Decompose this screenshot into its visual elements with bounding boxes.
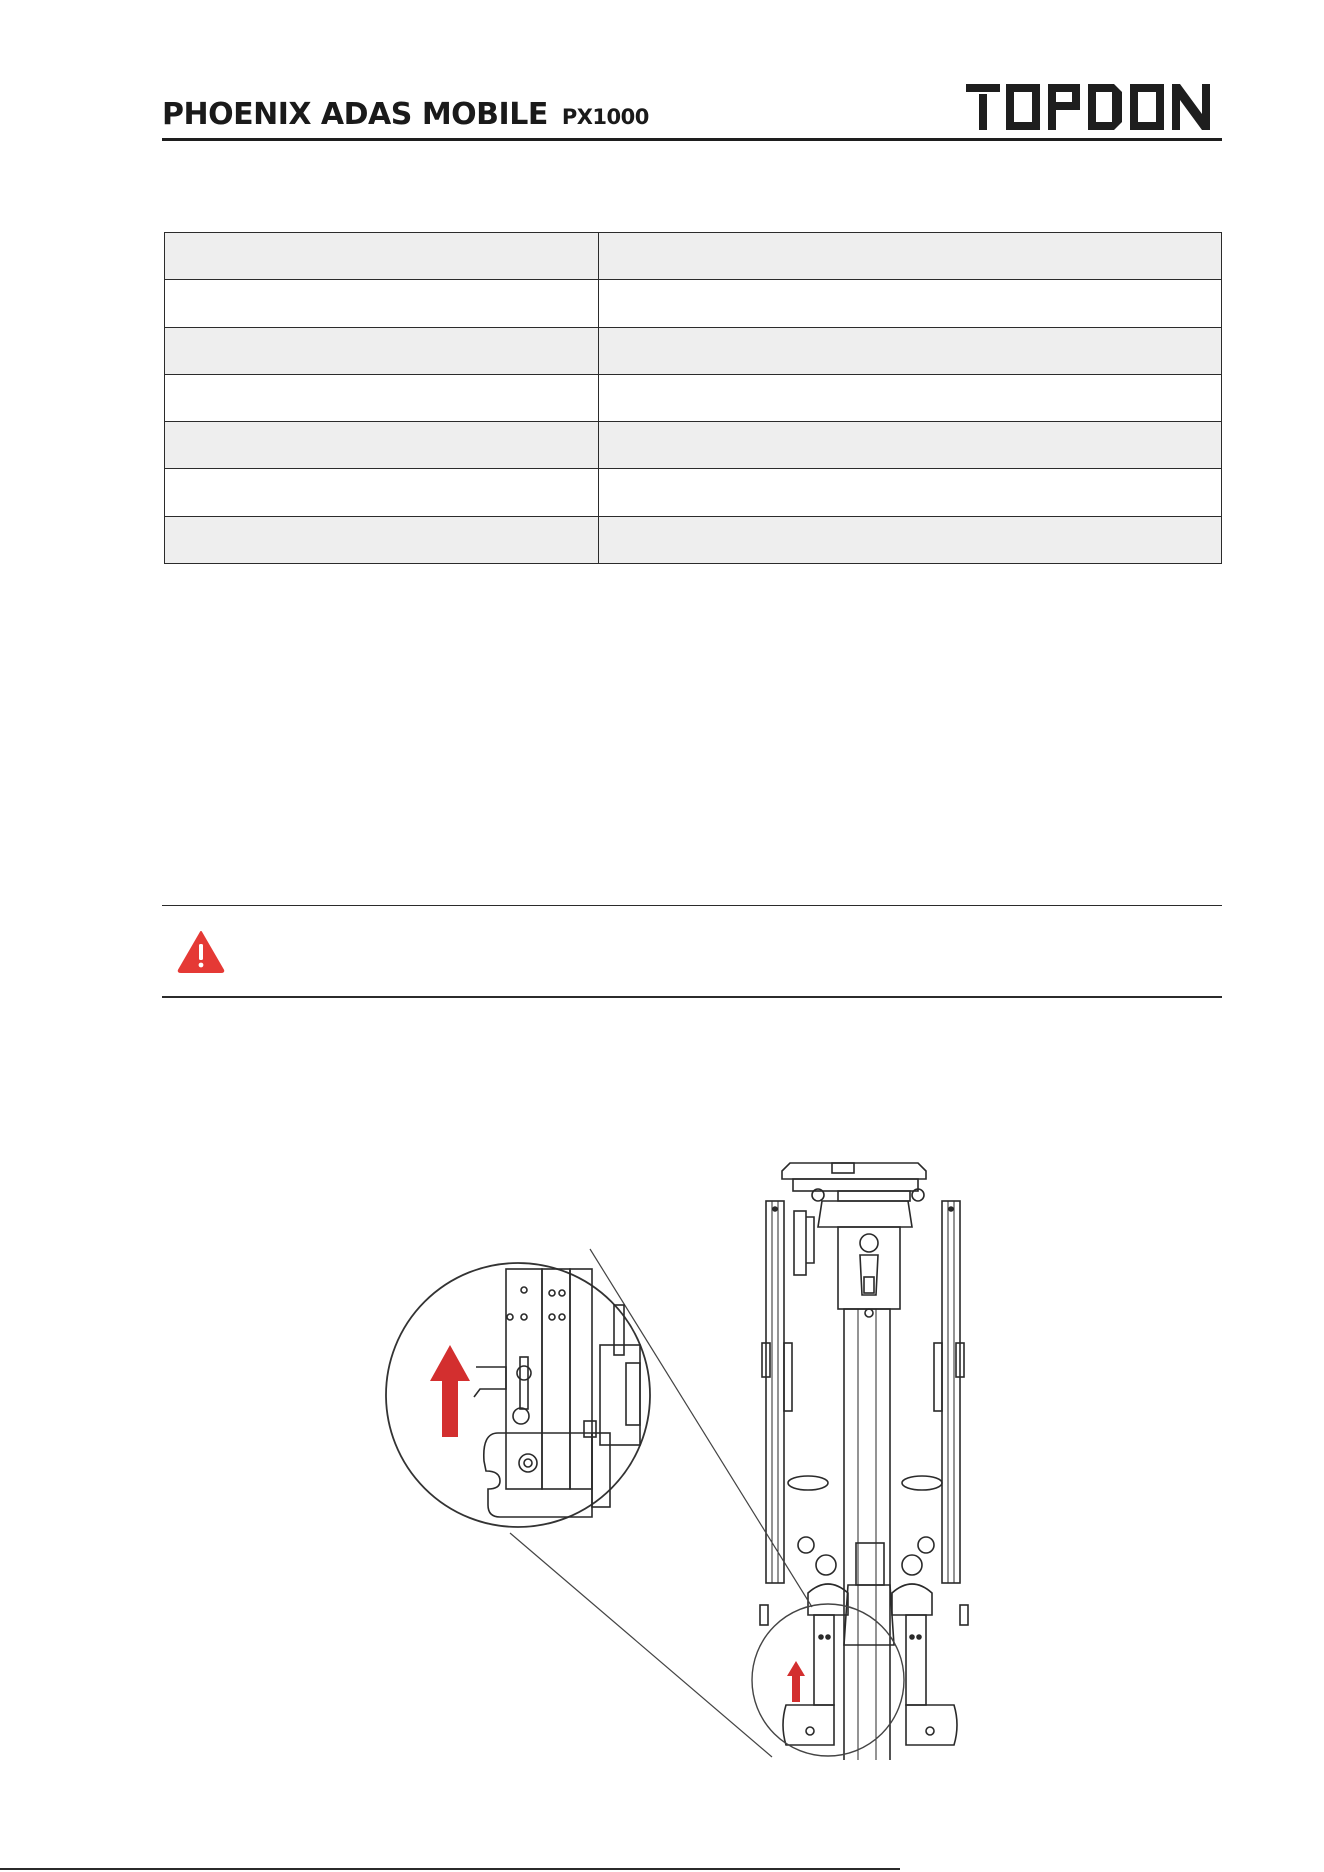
stand-lower-assembly xyxy=(760,1537,968,1745)
stand-center-column xyxy=(788,1227,942,1760)
stand-top-head xyxy=(782,1163,926,1227)
table-row xyxy=(165,469,1222,516)
stand-side-bracket xyxy=(794,1211,814,1275)
detail-magnified-circle xyxy=(386,1263,650,1527)
table-row xyxy=(165,422,1222,469)
small-up-arrow-icon xyxy=(787,1661,805,1702)
table-cell xyxy=(165,374,599,421)
page-header xyxy=(162,80,1222,141)
table-cell xyxy=(165,327,599,374)
detail-source-circle xyxy=(752,1604,904,1756)
table-cell xyxy=(599,469,1222,516)
topdon-logo xyxy=(966,84,1222,130)
table-cell xyxy=(599,516,1222,563)
warning-triangle-icon xyxy=(177,930,225,974)
table-cell xyxy=(599,327,1222,374)
table-cell xyxy=(165,280,599,327)
table-cell xyxy=(165,469,599,516)
table-row xyxy=(165,280,1222,327)
table-cell xyxy=(599,233,1222,280)
footer-rule xyxy=(0,1868,900,1870)
product-name: PHOENIX ADAS MOBILE xyxy=(162,97,548,132)
table-cell xyxy=(599,374,1222,421)
table-cell xyxy=(165,233,599,280)
table-row xyxy=(165,516,1222,563)
product-model: PX1000 xyxy=(561,105,649,129)
table-cell xyxy=(165,422,599,469)
product-title xyxy=(162,97,649,132)
table-row xyxy=(165,233,1222,280)
table-row xyxy=(165,327,1222,374)
stand-outer-rails xyxy=(762,1201,964,1583)
table-cell xyxy=(599,422,1222,469)
table-row xyxy=(165,374,1222,421)
table-cell xyxy=(599,280,1222,327)
table-cell xyxy=(165,516,599,563)
spec-table xyxy=(164,232,1222,564)
warning-box xyxy=(162,905,1222,998)
stand-assembly-diagram xyxy=(360,1145,1000,1760)
